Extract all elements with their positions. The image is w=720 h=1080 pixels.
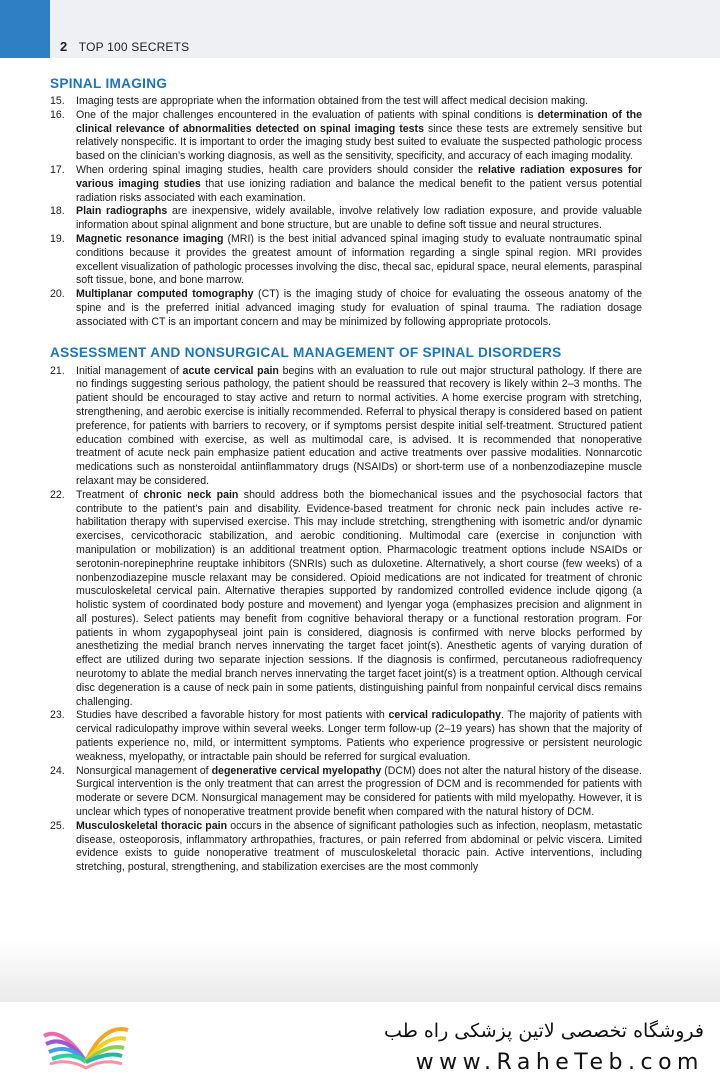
bold-term: cervical radiculopathy [388, 709, 501, 722]
section-title: SPINAL IMAGING [50, 76, 168, 91]
bold-term: Musculoskeletal thoracic pain [76, 819, 228, 832]
item-text: When ordering spinal imaging studies, health care providers should consider the [76, 163, 478, 176]
bold-term: acute cervical pain [182, 364, 279, 377]
bold-term: degenerative cervical myelopathy [211, 764, 382, 777]
running-title: TOP 100 SECRETS [78, 40, 190, 54]
page-corner-tab [0, 0, 50, 58]
bold-term: Magnetic resonance imaging [76, 232, 224, 245]
store-website: www.RaheTeb.com [415, 1050, 704, 1075]
list-item [50, 233, 642, 288]
item-text: begins with an evaluation to rule out major structural pathology. If there are no findings suggesting serious pathology, the patient should be reassured that recovery is likely within 2–3 months. The patient should be encouraged to stay active and return to normal activities. A home exercise program with stretching, strengthening, and aerobic exercise is initially recommended. Referral to physical therapy is considered based on patient preference, for patients with barriers to recovery, or if symptoms persist despite initial self-treatment. Structured patient education combined with exercise, as well as multimodal care, is advised. It is recommended that nonoperative treatment of acute neck pain emphasize patient education and active treatments over passive modalities. Nonnarcotic medications such as nonsteroidal antiinflammatory drugs (NSAIDs) or short-term use of a nonbenzodiazepine muscle relaxant may be considered. [76, 364, 642, 487]
item-text: Imaging tests are appropriate when the information obtained from the test will affect medical decision making. [76, 95, 589, 107]
item-number: 19. [50, 232, 65, 245]
page-number: 2 [60, 39, 68, 54]
item-text: that use ionizing radiation and balance the medical benefit to the patient versus potential radiation risks associated with each examination. [76, 177, 642, 204]
item-number: 20. [50, 288, 65, 301]
item-number: 24. [50, 764, 65, 777]
item-text: since these tests are extremely sensitive but relatively nonspecific. It is important to order the imaging study best suited to evaluate the suspected pathologic process based on the clinician’s working diagnosis, as well as the sensitivity, specificity, and accuracy of each imaging modality. [76, 122, 642, 163]
item-text: should address both the biomechanical issues and the psychosocial factors that contribute to the patient’s pain and disability. Evidence-based treatment for chronic neck pain includes active rehabilitation therapy with supervised exercise. This may include stretching, strengthening with isometric and/or dynamic exercises, cervicothoracic stabilization, and aerobic conditioning. Multimodal care (exercise in conjunction with manipulation or mobilization) is an additional treatment option. Pharmacologic treatment options include NSAIDs or serotonin-norepinephrine reuptake inhibitors (SNRIs) such as duloxetine. Alternatively, a short course (few weeks) of a nonbenzodiazepine muscle relaxant may be considered. Opioid medications are not indicated for treatment of chronic musculoskeletal cervical pain. Alternative therapies supported by randomized controlled evidence include qigong (a holistic system of coordinated body posture and movement) and Iyengar yoga (emphasizes precision and alignment in all postures). Select patients may benefit from cognitive behavioral therapy or a functional restoration program. For patients in whom zygapophyseal joint pain is considered, diagnosis is confirmed with nerve blocks performed by anesthetizing the medial branch nerves innervating the target facet joint(s). Anesthetic agents of varying duration of effect are utilized during two separate injection sessions. If the diagnosis is confirmed, percutaneous radiofrequency neurotomy to ablate the medial branch nerves innervating the target facet joint(s) is a treatment option. Although cervical disc degeneration is a cause of neck pain in some patients, distinguishing painful from nonpainful cervical discs remains challenging. [76, 488, 643, 708]
bold-term: chronic neck pain [143, 488, 239, 501]
list-item [50, 765, 642, 820]
page-content [50, 76, 642, 875]
list-item [50, 365, 642, 489]
item-number: 15. [50, 95, 65, 107]
item-number: 25. [50, 819, 65, 832]
item-number: 22. [50, 488, 65, 501]
bold-term: relative radiation exposures for various imaging studies [76, 163, 642, 190]
item-number: 21. [50, 364, 65, 377]
page-fade-overlay [0, 940, 720, 1002]
running-header [60, 39, 189, 54]
list-item [50, 820, 642, 875]
item-number: 23. [50, 709, 65, 722]
item-number: 18. [50, 205, 65, 218]
book-logo-icon [40, 1016, 132, 1072]
item-text: Studies have described a favorable history for most patients with [76, 709, 389, 722]
list-item [50, 288, 642, 329]
item-text: are inexpensive, widely available, involve relatively low radiation exposure, and provide valuable information about spinal alignment and bone structure, but are unable to define soft tissue and neural structures. [76, 205, 643, 232]
bold-term: determination of the clinical relevance of abnormalities detected on spinal imaging tests [76, 108, 642, 135]
list-item [50, 95, 642, 109]
store-name: فروشگاه تخصصی لاتین پزشکی راه طب [384, 1020, 704, 1042]
section-title: ASSESSMENT AND NONSURGICAL MANAGEMENT OF SPINAL DISORDERS [50, 344, 562, 360]
item-text: (MRI) is the best initial advanced spinal imaging study to evaluate nontraumatic spinal conditions because it provides the greatest amount of information regarding a single spinal region. MRI provides excellent visualization of pathologic processes involving the disc, thecal sac, epidural space, neural elements, paraspinal soft tissue, bone, and bone marrow. [76, 232, 642, 287]
item-text: . The majority of patients with cervical radiculopathy improve within several weeks. Longer term follow-up (2–19 years) has shown that the majority of patients experience no, mild, or intermittent symptoms. Patients who experience progressive or persistent neurologic weakness, myelopathy, or intractable pain should be referred for surgical evaluation. [76, 709, 642, 763]
item-text: Treatment of [76, 488, 144, 501]
item-text: Initial management of [76, 364, 183, 377]
list-item [50, 164, 642, 205]
list-item [50, 489, 642, 710]
item-text: One of the major challenges encountered in the evaluation of patients with spinal conditions is [76, 108, 538, 121]
numbered-list [50, 95, 642, 330]
item-number: 17. [50, 163, 65, 176]
item-number: 16. [50, 108, 65, 121]
store-footer [0, 1002, 720, 1080]
list-item [50, 109, 642, 164]
bold-term: Multiplanar computed tomography [76, 288, 254, 301]
item-text: occurs in the absence of significant pathologies such as infection, neoplasm, metastatic disease, osteoporosis, inflammatory arthropathies, fractures, or pain referred from abdominal or pelvic viscera. Limited evidence exists to guide nonoperative treatment of musculoskeletal thoracic pain. Active interventions, including stretching, postural, strengthening, and stabilization exercises are the most commonly [76, 819, 642, 874]
item-text: (DCM) does not alter the natural history of the disease. Surgical intervention is the only treatment that can arrest the progression of DCM and is recommended for patients with moderate or severe DCM. Nonsurgical management may be considered for patients with mild myelopathy. However, it is unclear which types of nonoperative treatment provide benefit when compared with the natural history of DCM. [76, 764, 642, 819]
list-item [50, 205, 642, 233]
numbered-list [50, 365, 642, 875]
item-text: (CT) is the imaging study of choice for evaluating the osseous anatomy of the spine and is the preferred initial advanced imaging study for evaluation of spinal trauma. The radiation dosage associated with CT is an important concern and may be minimized by following appropriate protocols. [76, 288, 642, 328]
list-item [50, 709, 642, 764]
item-text: Nonsurgical management of [76, 764, 212, 777]
bold-term: Plain radiographs [76, 205, 168, 218]
